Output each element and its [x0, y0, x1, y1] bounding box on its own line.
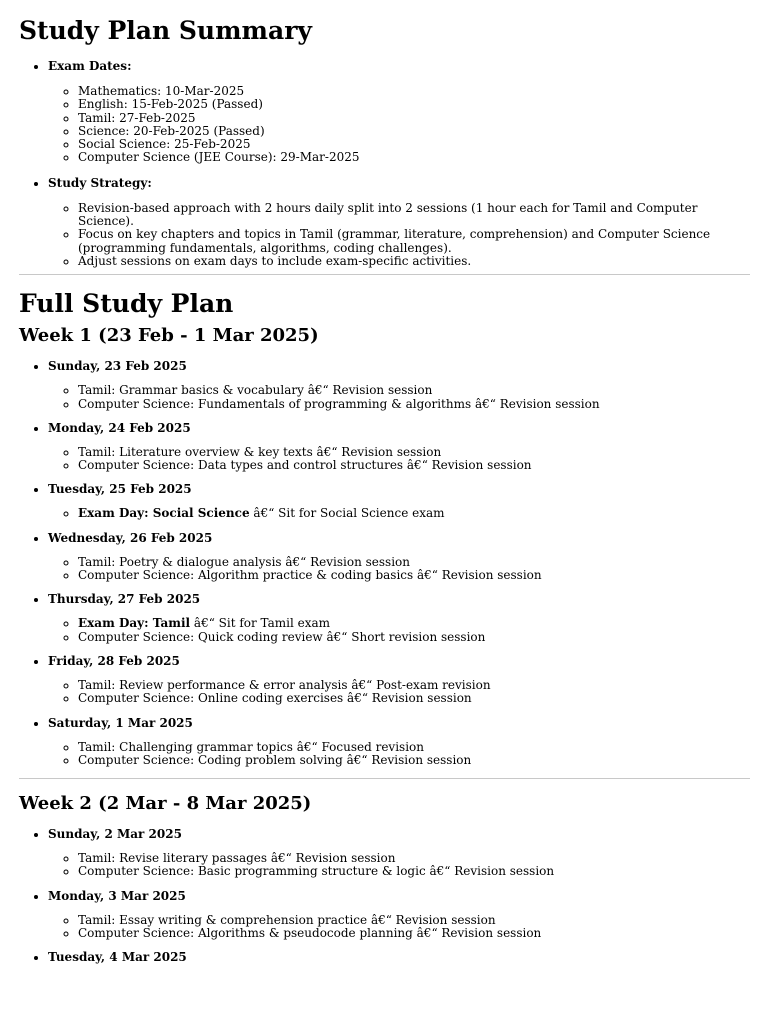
tamil-session: ◦ Tamil: Revise literary passages â€“ Revision session	[78, 852, 750, 865]
exam-date-english: ◦ English: 15-Feb-2025 (Passed)	[78, 98, 750, 111]
day-label: Monday, 3 Mar 2025	[48, 888, 186, 903]
day-sessions	[48, 384, 750, 411]
tamil-session: ◦ Tamil: Challenging grammar topics â€“ Focused revision	[78, 741, 750, 754]
full-plan-title: Full Study Plan	[19, 289, 234, 319]
strategy-item: ◦ Adjust sessions on exam days to include exam-specific activities.	[78, 255, 750, 268]
exam-date-tamil: ◦ Tamil: 27-Feb-2025	[78, 112, 750, 125]
section-divider	[19, 778, 750, 779]
day-label: Sunday, 23 Feb 2025	[48, 359, 187, 374]
day-item	[48, 421, 750, 473]
day-sessions	[48, 741, 750, 768]
week2-title: Week 2 (2 Mar - 8 Mar 2025)	[19, 793, 312, 815]
exam-date-social-science: ◦ Social Science: 25-Feb-2025	[78, 138, 750, 151]
strategy-item: ◦ Revision-based approach with 2 hours daily split into 2 sessions (1 hour each for Tamil and Computer Science).	[78, 202, 750, 229]
cs-session: ◦ Computer Science: Algorithm practice & coding basics â€“ Revision session	[78, 569, 750, 582]
day-sessions	[48, 617, 750, 644]
exam-date-math: ◦ Mathematics: 10-Mar-2025	[78, 85, 750, 98]
day-label: Monday, 24 Feb 2025	[48, 420, 191, 435]
cs-session: ◦ Computer Science: Online coding exercises â€“ Revision session	[78, 692, 750, 705]
exam-day-text: â€“ Sit for Social Science exam	[249, 506, 445, 521]
cs-session: ◦ Computer Science: Quick coding review â€“ Short revision session	[78, 631, 750, 644]
exam-dates-label: Exam Dates:	[48, 59, 132, 73]
day-sessions	[48, 556, 750, 583]
day-label: Tuesday, 25 Feb 2025	[48, 482, 192, 497]
day-label: Sunday, 2 Mar 2025	[48, 827, 182, 842]
exam-date-computer-science: ◦ Computer Science (JEE Course): 29-Mar-2025	[78, 151, 750, 164]
day-item	[48, 592, 750, 644]
summary-title: Study Plan Summary	[19, 16, 312, 45]
cs-session: ◦ Computer Science: Fundamentals of programming & algorithms â€“ Revision session	[78, 398, 750, 411]
study-strategy-item	[48, 176, 750, 268]
day-sessions	[48, 914, 750, 941]
cs-session: ◦ Computer Science: Data types and control structures â€“ Revision session	[78, 459, 750, 472]
day-item	[48, 716, 750, 768]
day-sessions	[48, 852, 750, 879]
week2-days	[19, 827, 750, 965]
exam-day-label: Exam Day: Tamil	[78, 616, 191, 631]
day-label: Friday, 28 Feb 2025	[48, 653, 180, 668]
day-label: Saturday, 1 Mar 2025	[48, 715, 193, 730]
day-label: Wednesday, 26 Feb 2025	[48, 530, 213, 545]
tamil-session: ◦ Tamil: Poetry & dialogue analysis â€“ Revision session	[78, 556, 750, 569]
day-sessions	[48, 446, 750, 473]
tamil-session: ◦ Tamil: Essay writing & comprehension practice â€“ Revision session	[78, 914, 750, 927]
day-item	[48, 889, 750, 941]
day-item	[48, 359, 750, 411]
day-sessions	[48, 679, 750, 706]
day-label: Tuesday, 4 Mar 2025	[48, 950, 187, 965]
exam-date-science: ◦ Science: 20-Feb-2025 (Passed)	[78, 125, 750, 138]
week1-title: Week 1 (23 Feb - 1 Mar 2025)	[19, 325, 319, 347]
cs-session: ◦ Computer Science: Algorithms & pseudocode planning â€“ Revision session	[78, 927, 750, 940]
strategy-item: ◦ Focus on key chapters and topics in Tamil (grammar, literature, comprehension) and Computer Science (programming fundamentals, algorithms, coding challenges).	[78, 228, 750, 255]
study-strategy-label: Study Strategy:	[48, 175, 152, 190]
day-item	[48, 531, 750, 583]
section-divider	[19, 274, 750, 275]
exam-day-label: Exam Day: Social Science	[78, 506, 250, 521]
tamil-session: ◦ Tamil: Literature overview & key texts â€“ Revision session	[78, 446, 750, 459]
exam-session	[78, 617, 750, 630]
cs-session: ◦ Computer Science: Coding problem solving â€“ Revision session	[78, 754, 750, 767]
exam-dates-list	[48, 85, 750, 165]
study-strategy-list	[48, 202, 750, 268]
day-item	[48, 654, 750, 706]
day-sessions	[48, 507, 750, 520]
week1-days	[19, 359, 750, 767]
exam-session	[78, 507, 750, 520]
day-item	[48, 950, 750, 965]
summary-list	[19, 59, 750, 268]
exam-dates-item	[48, 59, 750, 165]
day-label: Thursday, 27 Feb 2025	[48, 592, 201, 607]
day-item	[48, 482, 750, 520]
tamil-session: ◦ Tamil: Grammar basics & vocabulary â€“ Revision session	[78, 384, 750, 397]
cs-session: ◦ Computer Science: Basic programming structure & logic â€“ Revision session	[78, 865, 750, 878]
exam-day-text: â€“ Sit for Tamil exam	[190, 616, 331, 631]
tamil-session: ◦ Tamil: Review performance & error analysis â€“ Post-exam revision	[78, 679, 750, 692]
day-item	[48, 827, 750, 879]
